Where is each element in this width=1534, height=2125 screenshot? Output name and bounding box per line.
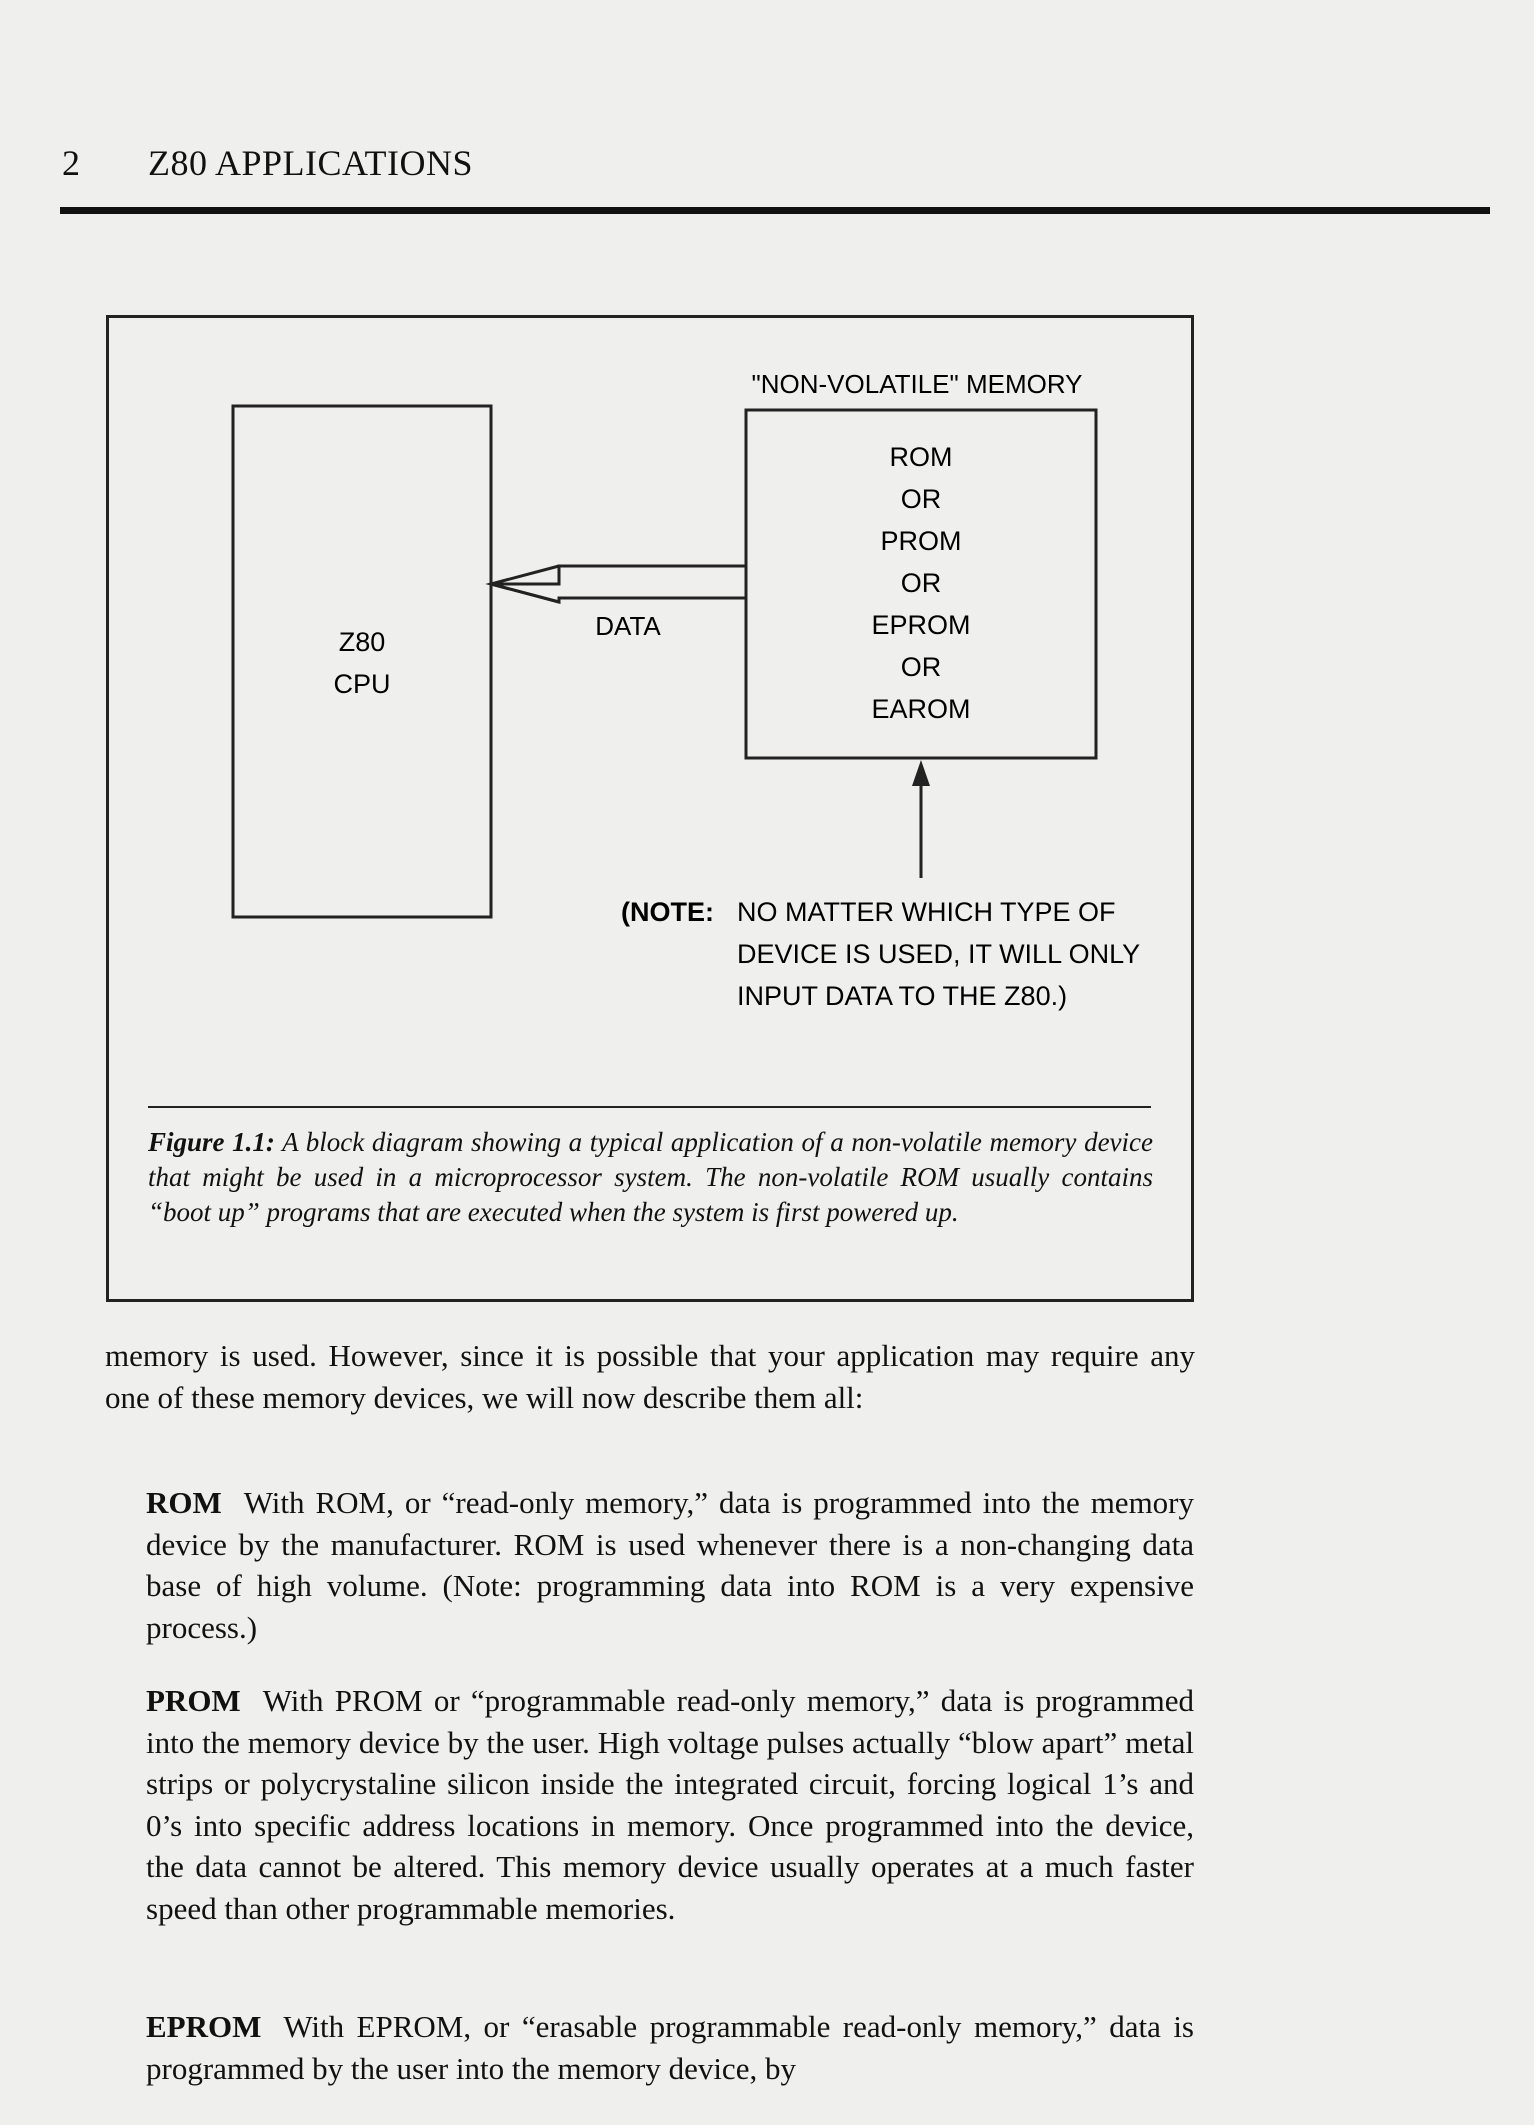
entry-text: With ROM, or “read-only memory,” data is programmed into the memory device by the manufacturer. ROM is used whenever there is a non-changing data base of high volume. (Note: programming data into ROM is a very expensive process.) — [146, 1485, 1194, 1645]
memory-line: OR — [900, 652, 942, 682]
note-line3: INPUT DATA TO THE Z80.) — [737, 981, 1068, 1011]
cpu-box — [233, 406, 491, 917]
memory-line: EPROM — [871, 610, 971, 640]
memory-type-list — [871, 442, 970, 724]
data-label: DATA — [595, 611, 661, 641]
note-line1: NO MATTER WHICH TYPE OF — [737, 897, 1116, 927]
caption-text: A block diagram showing a typical application of a non-volatile memory device that might be used in a microprocessor system. The non-volatile ROM usually contains “boot up” programs that are executed when the system is first powered up. — [148, 1127, 1154, 1227]
entry-text: With PROM or “programmable read-only memory,” data is programmed into the memory device by the user. High voltage pulses actually “blow apart” metal strips or polycrystaline silicon inside the integrated circuit, forcing logical 1’s and 0’s into specific address locations in memory. Once programmed into the device, the data cannot be altered. This memory device usually operates at a much faster speed than other programmable memories. — [146, 1683, 1194, 1926]
running-head-title: Z80 APPLICATIONS — [148, 143, 474, 183]
memory-line: OR — [900, 484, 942, 514]
memory-heading: "NON-VOLATILE" MEMORY — [751, 369, 1083, 399]
entry-term: ROM — [146, 1485, 222, 1520]
intro-paragraph: memory is used. However, since it is possible that your application may require any one of these memory devices, we will now describe them all: — [105, 1338, 1195, 1415]
memory-line: ROM — [889, 442, 953, 472]
note-line2: DEVICE IS USED, IT WILL ONLY — [737, 939, 1141, 969]
entry-text: With EPROM, or “erasable programmable read-only memory,” data is programmed by the user into the memory device, by — [146, 2009, 1194, 2086]
memory-line: OR — [900, 568, 942, 598]
caption-label: Figure 1.1: — [148, 1127, 275, 1157]
data-arrow-icon — [491, 566, 746, 602]
entry-rom — [146, 1482, 1194, 1648]
page-number: 2 — [62, 143, 81, 183]
entry-term: PROM — [146, 1683, 241, 1718]
entry-term: EPROM — [146, 2009, 262, 2044]
note-prefix: (NOTE: — [621, 897, 714, 927]
entry-prom — [146, 1680, 1194, 1929]
input-arrowhead-icon — [912, 760, 930, 786]
caption-rule — [148, 1106, 1151, 1108]
cpu-label-line2: CPU — [333, 669, 391, 699]
cpu-label-line1: Z80 — [338, 627, 386, 657]
memory-line: EAROM — [871, 694, 971, 724]
entry-eprom — [146, 2006, 1194, 2089]
figure-caption — [148, 1125, 1153, 1230]
memory-line: PROM — [880, 526, 962, 556]
